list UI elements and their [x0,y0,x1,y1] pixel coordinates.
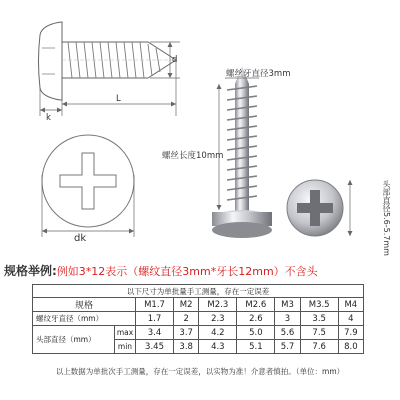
table-cell: 4.2 [199,326,237,340]
table-cell: 3.5 [300,312,338,326]
size-cell: M2.6 [237,298,275,312]
spec-heading-label: 规格举例: [4,264,57,278]
dimension-d-label: d [172,55,178,65]
thread-row-label: 螺纹牙直径（mm） [33,312,136,326]
spec-heading [4,262,396,279]
table-cell: 7.9 [338,326,363,340]
table-cell: 1.7 [136,312,174,326]
table-cell: 7.5 [300,326,338,340]
dimension-dk-label: dk [74,233,87,244]
screw-head-top-view-drawing [0,125,170,265]
dimension-L-label: L [116,94,121,104]
table-cell: 2 [174,312,199,326]
size-cell: M1.7 [136,298,174,312]
table-cell: 5.6 [275,326,300,340]
head-row-label: 头部直径（mm） [33,326,115,354]
table-cell: 3.8 [174,340,199,354]
size-cell: M3 [275,298,300,312]
size-cell: M2.3 [199,298,237,312]
max-label: max [115,326,136,340]
screw-length-label: 螺丝长度10mm [162,151,224,161]
spec-table [32,284,364,354]
footnote: 以上数据为单批次手工测量，存在一定误差，以实物为准！介意者慎拍。（单位：mm） [55,367,345,376]
table-cell: 2.3 [199,312,237,326]
spec-header-cell: 规格 [33,298,136,312]
table-caption: 以下尺寸为单批量手工测量，存在一定误差 [33,285,364,298]
table-row [33,312,364,326]
min-label: min [115,340,136,354]
table-cell: 4.3 [199,340,237,354]
table-cell: 4 [338,312,363,326]
table-cell: 5.7 [275,340,300,354]
head-diameter-label: 头部直径5.6-5.7mm [382,180,391,256]
table-cell: 7.6 [300,340,338,354]
table-cell: 3 [275,312,300,326]
size-cell: M3.5 [300,298,338,312]
table-row [33,326,364,340]
table-header-row [33,298,364,312]
table-cell: 2.6 [237,312,275,326]
spec-heading-example: 例如3*12表示（螺纹直径3mm*牙长12mm）不含头 [56,264,318,278]
table-cell: 3.45 [136,340,174,354]
table-cell: 5.0 [237,326,275,340]
table-cell: 5.1 [237,340,275,354]
dimension-k-label: k [46,113,51,123]
thread-diameter-label: 螺丝牙直径3mm [226,69,291,79]
size-cell: M4 [338,298,363,312]
table-cell: 3.7 [174,326,199,340]
table-cell: 8.0 [338,340,363,354]
table-cell: 3.4 [136,326,174,340]
size-cell: M2 [174,298,199,312]
